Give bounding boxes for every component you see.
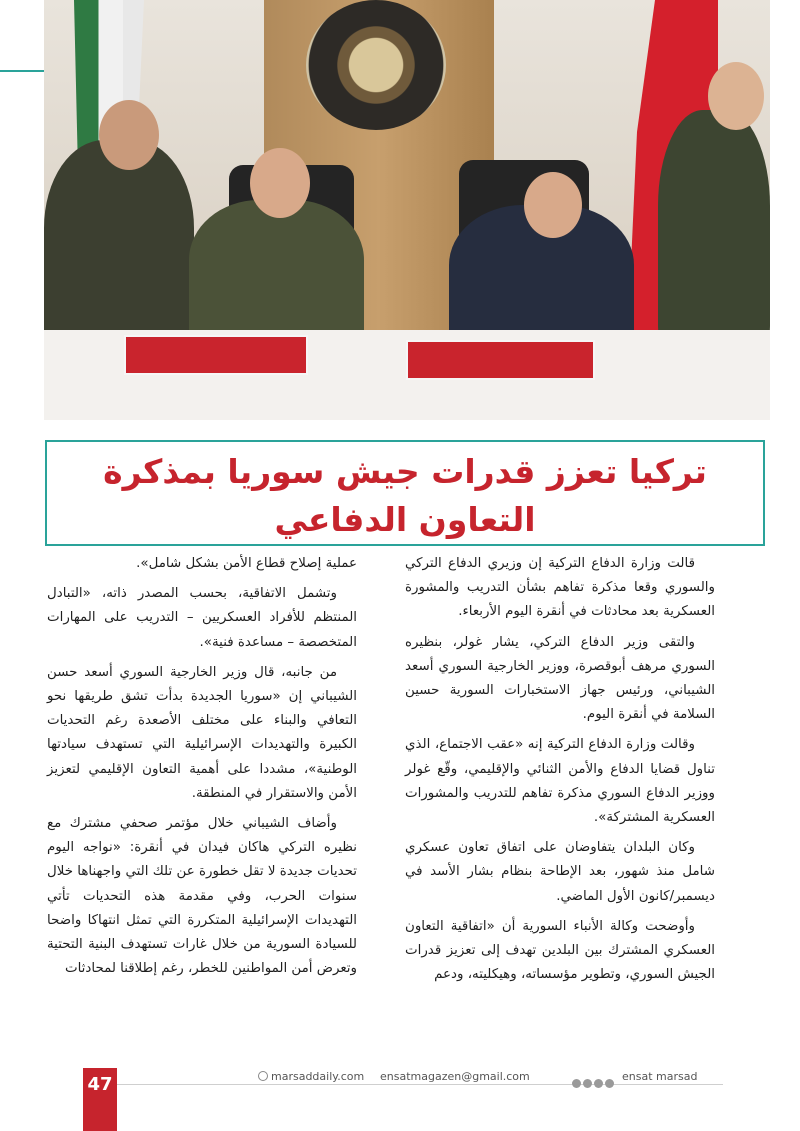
turkish-minister-head xyxy=(524,172,582,238)
paragraph: قالت وزارة الدفاع التركية إن وزيري الدفاع التركي والسوري وقعا مذكرة تفاهم بشأن التدريب والمشورة العسكرية بعد محادثات في أنقرة اليوم الأربعاء. xyxy=(405,556,715,620)
paragraph: وأضاف الشيباني خلال مؤتمر صحفي مشترك مع نظيره التركي هاكان فيدان في أنقرة: «نواجه اليوم تحديات جديدة لا تقل خطورة عن تلك التي واجهناها خلال سنوات الحرب، وفي مقدمة هذه التحديات تأتي التهديدات الإسرائيلية المتكررة التي تمثل انتهاكا واضحا للسيادة السورية من خلال غارات تستهدف البنية التحتية وتعرض أمن المواطنين للخطر، رغم إطلاقنا لمحادثات xyxy=(47,816,357,977)
officer-right-head xyxy=(708,62,764,130)
footer-divider xyxy=(83,1084,723,1085)
globe-icon xyxy=(258,1071,268,1081)
officer-left xyxy=(44,140,194,360)
paragraph: وأوضحت وكالة الأنباء السورية أن «اتفاقية التعاون العسكري المشترك بين البلدين تهدف إلى تعزيز قدرات الجيش السوري، وتطوير مؤسساته، وهيكليته، ودعم xyxy=(405,918,715,983)
ministry-seal xyxy=(306,0,446,130)
footer-brand: ensat marsad xyxy=(622,1070,698,1083)
article-column-left xyxy=(47,552,357,987)
website-text: marsaddaily.com xyxy=(271,1070,365,1083)
decorative-teal-line xyxy=(0,70,44,72)
officer-left-head xyxy=(99,100,159,170)
page-number: 47 xyxy=(87,1074,113,1095)
paragraph: والتقى وزير الدفاع التركي، يشار غولر، بنظيره السوري مرهف أبوقصرة، ووزير الخارجية السوري أسعد الشيباني، ورئيس جهاز الاستخبارات السورية حسين السلامة في أنقرة اليوم. xyxy=(405,634,715,723)
footer-email[interactable]: ensatmagazen@gmail.com xyxy=(380,1070,530,1083)
youtube-icon[interactable] xyxy=(605,1079,614,1088)
paragraph: وقالت وزارة الدفاع التركية إنه «عقب الاجتماع، الذي تناول قضايا الدفاع والأمن الثنائي والإقليمي، وقّع غولر ووزير الدفاع السوري مذكرة تفاهم للتدريب والمشورات العسكرية المشتركة». xyxy=(405,737,715,826)
headline: تركيا تعزز قدرات جيش سوريا بمذكرة التعاون الدفاعي xyxy=(103,452,707,539)
document-folder xyxy=(406,340,595,380)
headline-box xyxy=(45,440,765,546)
officer-right xyxy=(658,110,770,350)
facebook-icon[interactable] xyxy=(572,1079,581,1088)
syrian-minister xyxy=(189,200,364,350)
document-folder xyxy=(124,335,308,375)
paragraph-continuation: عملية إصلاح قطاع الأمن بشكل شامل». xyxy=(136,556,357,571)
instagram-icon[interactable] xyxy=(594,1079,603,1088)
paragraph: وكان البلدان يتفاوضان على اتفاق تعاون عسكري شامل منذ شهور، بعد الإطاحة بنظام بشار الأسد في ديسمبر/كانون الأول الماضي. xyxy=(405,840,715,904)
footer-website[interactable] xyxy=(258,1070,364,1083)
paragraph: وتشمل الاتفاقية، بحسب المصدر ذاته، «التبادل المنتظم للأفراد العسكريين – التدريب على المهارات المتخصصة – مساعدة فنية». xyxy=(47,586,357,650)
article-photo xyxy=(44,0,770,420)
twitter-icon[interactable] xyxy=(583,1079,592,1088)
social-icons xyxy=(572,1073,616,1092)
paragraph: من جانبه، قال وزير الخارجية السوري أسعد حسن الشيباني إن «سوريا الجديدة بدأت تشق طريقها نحو التعافي والبناء على مختلف الأصعدة رغم التحديات الكبيرة والتهديدات الإسرائيلية التي تستهدف سيادتها الوطنية»، مشددا على أهمية التعاون الإقليمي لتعزيز الأمن والاستقرار في المنطقة. xyxy=(47,664,357,801)
syrian-minister-head xyxy=(250,148,310,218)
article-column-right xyxy=(405,552,715,993)
